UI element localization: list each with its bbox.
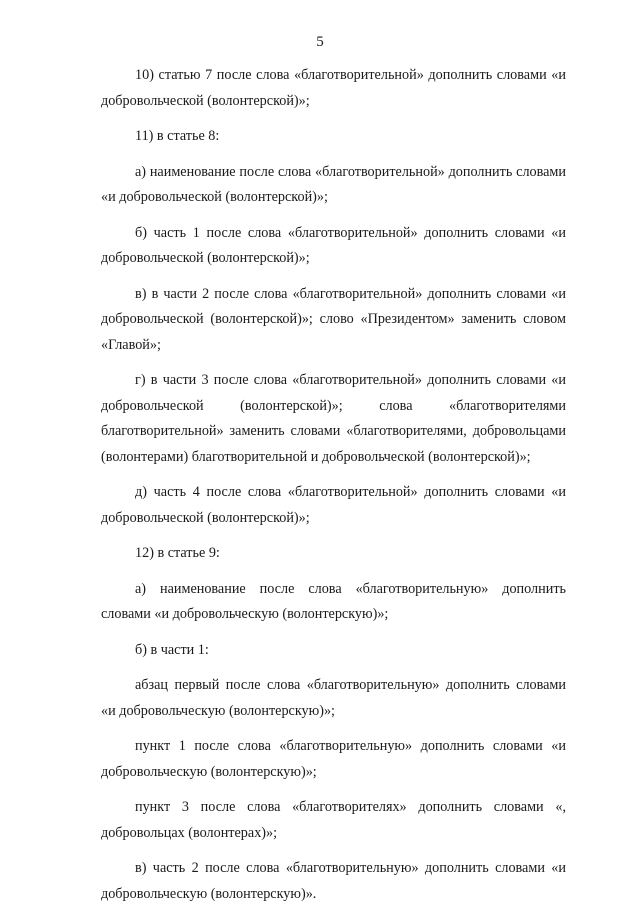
paragraph-11b: б) часть 1 после слова «благотворительной» дополнить словами «и добровольческой (волонтерской)»; <box>101 224 566 266</box>
paragraph-12: 12) в статье 9: <box>135 545 220 561</box>
paragraph-12b-punkt3: пункт 3 после слова «благотворителях» дополнить словами «, добровольцах (волонтерах)»; <box>101 799 566 841</box>
paragraph-11d: д) часть 4 после слова «благотворительной» дополнить словами «и добровольческой (волонтерской)»; <box>101 484 566 526</box>
paragraph-12b-punkt1: пункт 1 после слова «благотворительную» дополнить словами «и добровольческую (волонтерскую)»; <box>101 738 566 780</box>
paragraph-11a: а) наименование после слова «благотворительной» дополнить словами «и добровольческой (волонтерской)»; <box>101 163 566 205</box>
document-body <box>101 63 566 917</box>
paragraph-12a: а) наименование после слова «благотворительную» дополнить словами «и добровольческую (волонтерскую)»; <box>101 580 566 622</box>
paragraph-12b: б) в части 1: <box>135 641 209 658</box>
page-number: 5 <box>316 34 324 50</box>
paragraph-11: 11) в статье 8: <box>135 128 220 144</box>
paragraph-11v: в) в части 2 после слова «благотворительной» дополнить словами «и добровольческой (волонтерской)»; слово «Президентом» заменить словом «Главой»; <box>101 285 566 353</box>
paragraph-10: 10) статью 7 после слова «благотворительной» дополнить словами «и добровольческой (волонтерской)»; <box>101 67 566 109</box>
paragraph-11g: г) в части 3 после слова «благотворительной» дополнить словами «и добровольческой (волонтерской)»; слова «благотворителями благотворительной» заменить словами «благотворителями, добровольцами (волонтерами) благотворительной и добровольческой (волонтерской)»; <box>101 372 566 465</box>
paragraph-12b-abzac: абзац первый после слова «благотворительную» дополнить словами «и добровольческую (волонтерскую)»; <box>101 677 566 719</box>
paragraph-12v: в) часть 2 после слова «благотворительную» дополнить словами «и добровольческую (волонтерскую)». <box>101 860 566 902</box>
